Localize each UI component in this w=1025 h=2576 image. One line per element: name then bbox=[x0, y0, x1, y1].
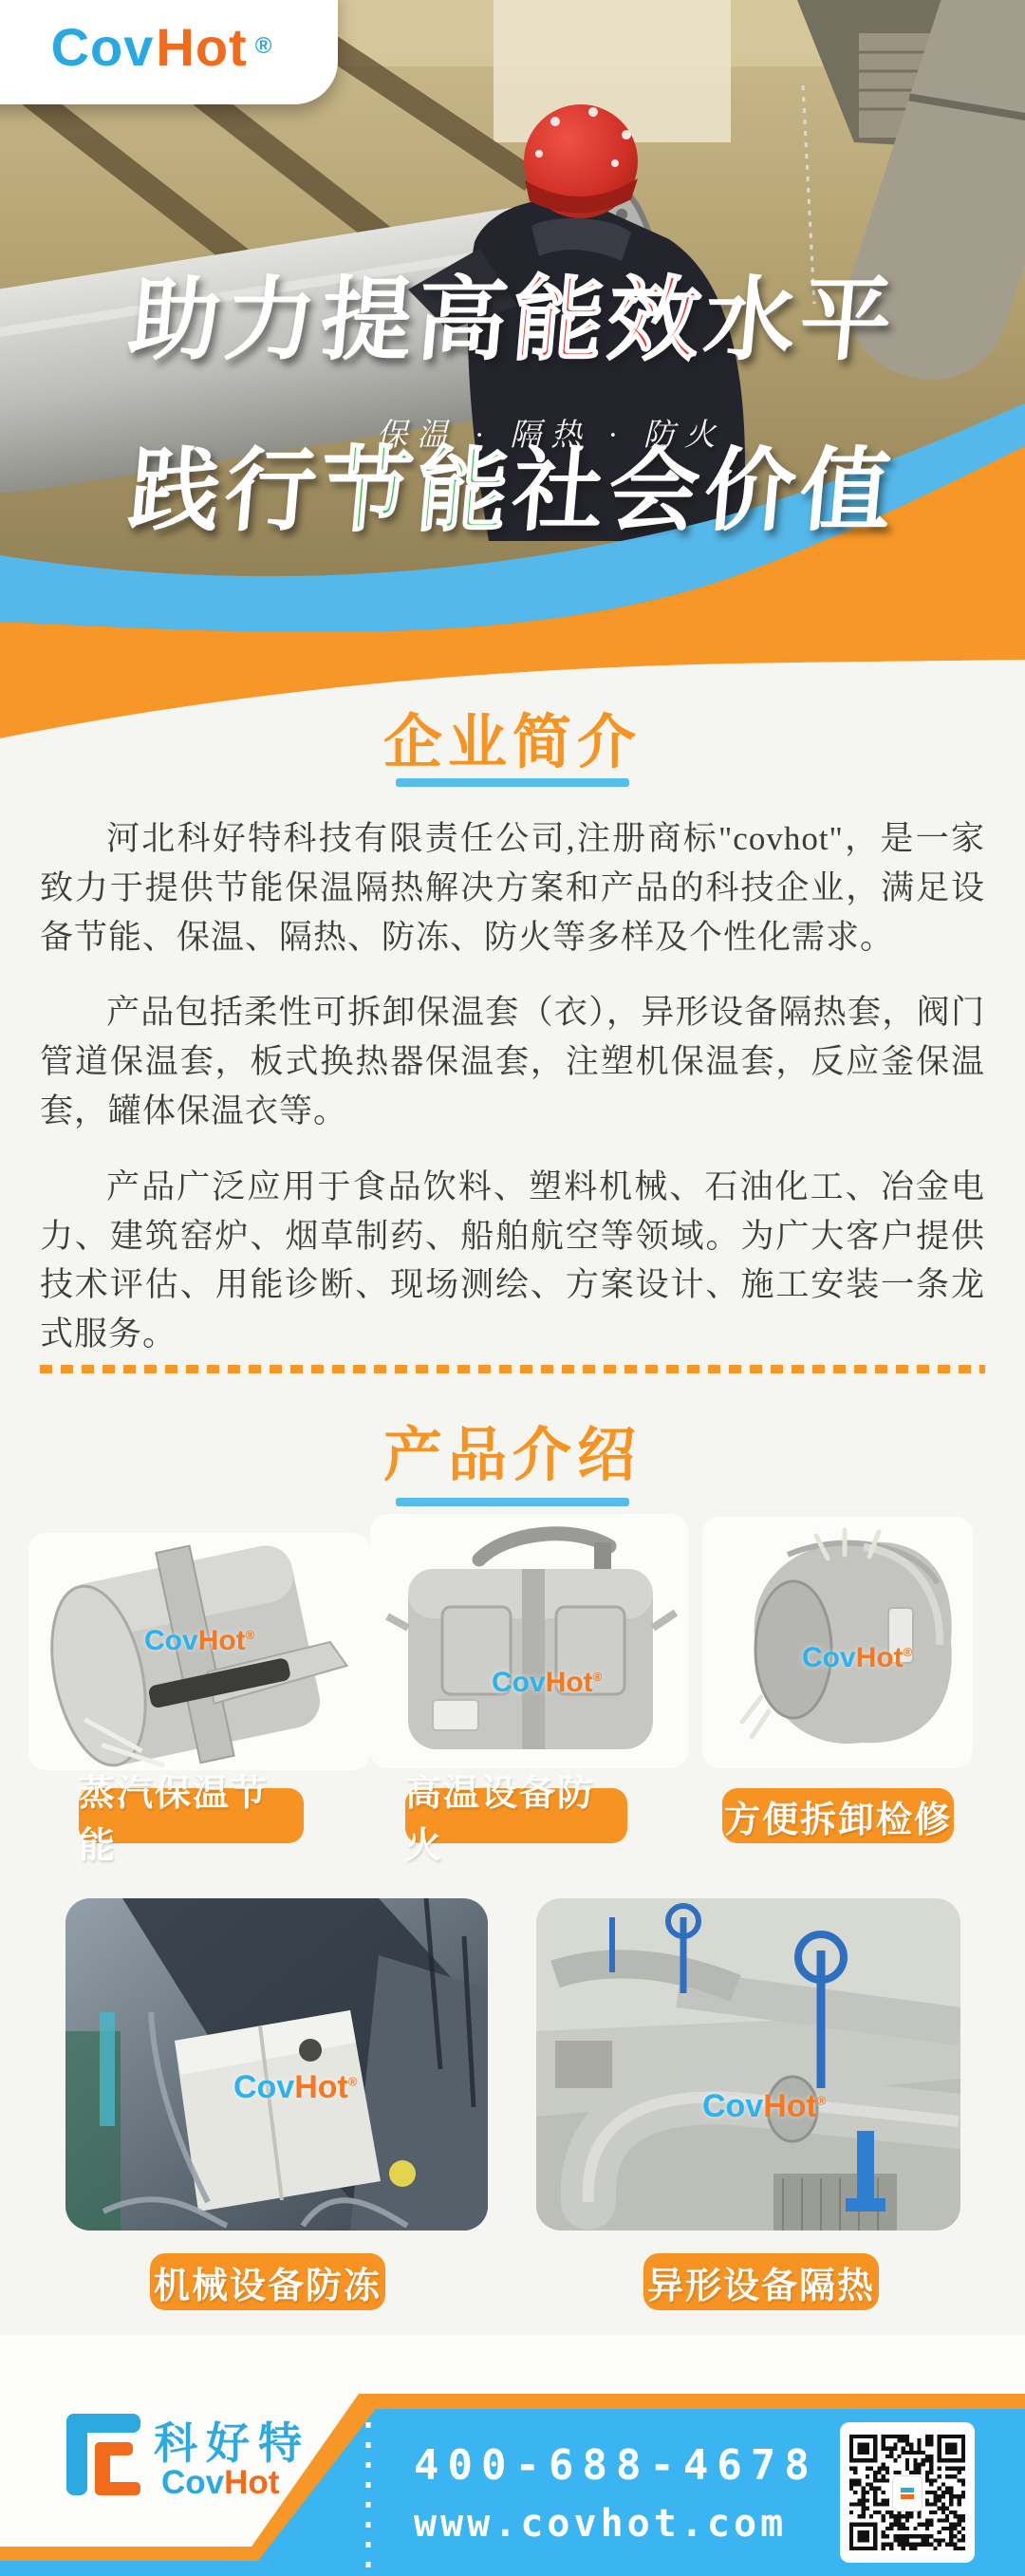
registered-mark: ® bbox=[254, 33, 272, 59]
products-heading-underline bbox=[396, 1498, 629, 1506]
footer-phone-number: 400-688-4678 bbox=[414, 2441, 818, 2490]
covhot-watermark: CovHot® bbox=[144, 1625, 255, 1656]
hero-title2-white-left: 践行 bbox=[124, 440, 326, 542]
footer-brand-english: CovHot bbox=[161, 2464, 280, 2501]
intro-paragraph-3: 产品广泛应用于食品饮料、塑料机械、石油化工、冶金电力、建筑窑炉、烟草制药、船舶航空等领域。为广大客户提供技术评估、用能诊断、现场测绘、方案设计、施工安装一条龙式服务。 bbox=[40, 1167, 985, 1353]
product-label-special-shape-insulation: 异形设备隔热 bbox=[643, 2253, 879, 2310]
product-label-machine-antifreeze: 机械设备防冻 bbox=[150, 2253, 385, 2310]
hero-title-line1 bbox=[0, 270, 1025, 371]
product-label-easy-removal: 方便拆卸检修 bbox=[722, 1788, 954, 1843]
dashed-divider bbox=[40, 1365, 985, 1373]
covhot-bracket-icon bbox=[61, 2406, 148, 2497]
hero-tagline: 保温 · 隔热 · 防火 bbox=[376, 419, 725, 453]
covhot-watermark: CovHot® bbox=[802, 1642, 913, 1673]
intro-paragraph-1: 河北科好特科技有限责任公司,注册商标"covhot"，是一家致力于提供节能保温隔热解决方案和产品的科技企业，满足设备节能、保温、隔热、防冻、防火等多样及个性化需求。 bbox=[40, 820, 985, 956]
product-photo-high-temp-jacket bbox=[370, 1514, 688, 1768]
intro-paragraph-2: 产品包括柔性可拆卸保温套（衣），异形设备隔热套，阀门管道保温套，板式换热器保温套，注塑机保温套，反应釜保温套，罐体保温衣等。 bbox=[40, 994, 985, 1129]
brand-logo-card bbox=[0, 0, 338, 104]
qr-center-logo bbox=[892, 2475, 922, 2511]
brand-logo-cov: Cov bbox=[50, 16, 155, 77]
hero-title2-green: 节能 bbox=[316, 440, 517, 542]
covhot-watermark: CovHot® bbox=[233, 2069, 358, 2105]
brand-logo-hot: Hot bbox=[156, 16, 248, 77]
footer bbox=[0, 2335, 1025, 2576]
hero-title2-white-right: 社会价值 bbox=[508, 440, 901, 542]
hero-title1-red: 能效 bbox=[508, 270, 709, 371]
footer-website-url: www.covhot.com bbox=[414, 2502, 788, 2546]
hero-photo bbox=[0, 0, 1025, 750]
covhot-watermark: CovHot® bbox=[492, 1667, 603, 1698]
product-label-steam-energy-saving: 蒸汽保温节能 bbox=[79, 1788, 304, 1843]
product-label-high-temp-fireproof: 高温设备防火 bbox=[405, 1788, 627, 1843]
product-photo-machine-antifreeze bbox=[65, 1898, 488, 2231]
product-photo-special-shape-insulation bbox=[536, 1898, 960, 2231]
hero-title1-white-left: 助力提高 bbox=[124, 270, 517, 371]
footer-brand-chinese: 科好特 bbox=[154, 2418, 310, 2468]
company-intro-heading: 企业简介 bbox=[382, 710, 642, 775]
company-intro-text bbox=[40, 814, 985, 1386]
hero-title1-white-right: 水平 bbox=[699, 270, 901, 371]
company-intro-underline bbox=[396, 778, 629, 787]
products-heading: 产品介绍 bbox=[382, 1423, 642, 1488]
hero-title-line2 bbox=[0, 440, 1025, 542]
covhot-watermark: CovHot® bbox=[702, 2088, 827, 2124]
qr-code bbox=[840, 2422, 975, 2563]
